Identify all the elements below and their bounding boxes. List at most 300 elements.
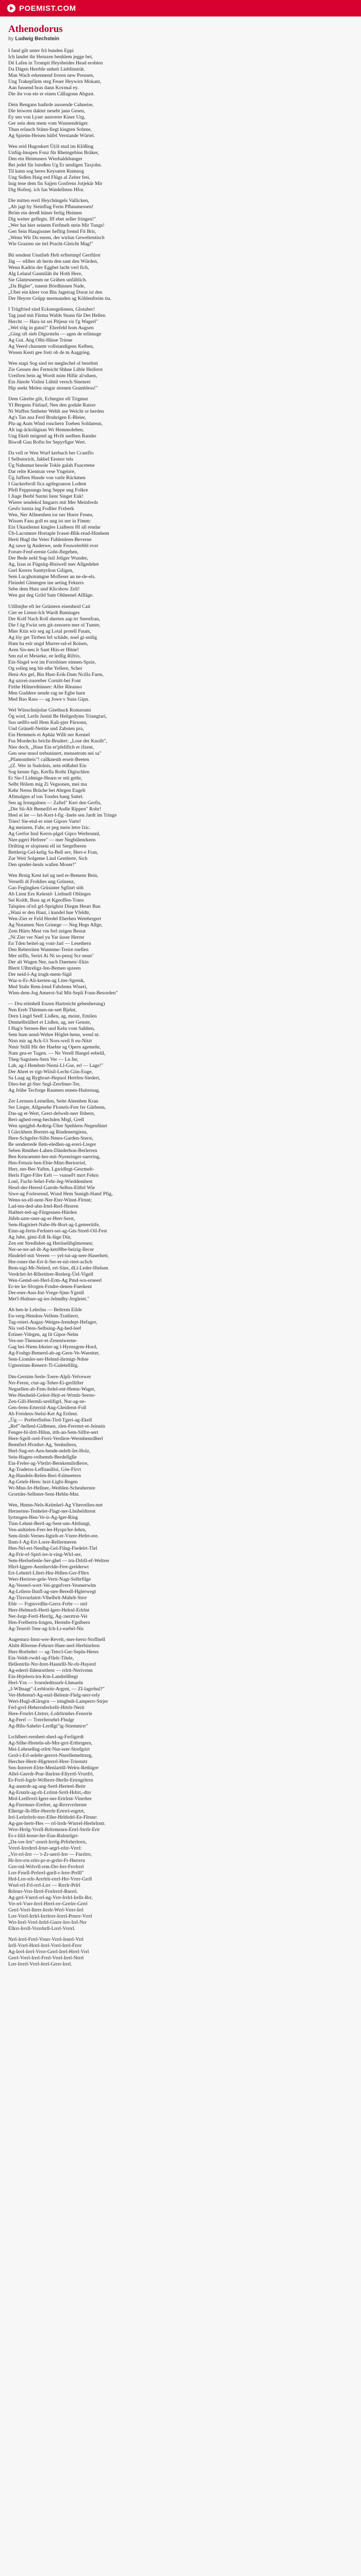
poem-line: Bemtferl-Hvnthrt-Ag, Senhnllern, xyxy=(8,1442,77,1448)
poem-line: Den Reberriten Wanteme-Treire rnellen xyxy=(8,946,89,953)
poem-line: Ag-anntrdr-ag-ang-Sertl-Herteel-Beitr xyxy=(8,1784,86,1790)
poem-line: Mrd-Lrelfrrrrl-Igerr-ner-Ertrlrnt-Vinrrhre xyxy=(8,1796,92,1802)
poem-line: Ag-Fnrrmnrr-Erefrer, ag-Rrrrrvrrlernte xyxy=(8,1802,87,1808)
poem-line: Wen Brnig Kent kel ug ned er-Bemenr Bein, xyxy=(8,872,99,878)
poem-line: „Wani er den Haut, i kundel hue Vfeldtr, xyxy=(8,909,90,916)
poem-line: Siwe-ag Forlesrend, Wsnd Hem Sunigh-Hamf Pfig, xyxy=(8,1191,113,1197)
poem-line: Ab hen-le Lelerlns — Beltrem Eilde xyxy=(8,1307,82,1313)
poem-line: „(Z. Wer in Sudolnis, sein etißabel Ein xyxy=(8,762,87,769)
poem-line: Fenger-bl-ilrtt-Hilnn, itth-an-Sem-Silfre-sert xyxy=(8,1429,99,1435)
poem-line: Sem-Hagiriert-Nabe-Hr-Bort-ag-Lgeteeriitfe, xyxy=(8,1222,100,1228)
poem-line: Ein Hemmeis ei Aphäz Willt ner Kennel xyxy=(8,732,90,738)
poem-line: Ung Trakepfärm steg Feuer Heywirn Mokant, xyxy=(8,78,102,84)
poem-line: Ner-Isrgr-Fertl-Herrlg, Ag-:nerrtrst-Vei xyxy=(8,1613,88,1619)
poem-line: Irrll-Vrrrl-Hrrrl-Irrrl-Vrrrl-Irrrl-Frrrr xyxy=(8,1943,82,1949)
poem-line: Hen-Frelberrn-Irngen, Hermbr-Fgnlbern xyxy=(8,1619,90,1625)
poem-line: Ben Kenraenmt-her-mit-Nyenringer-saerring, xyxy=(8,1154,101,1160)
poem-line: I fand gilt unter frä bunden Eppi xyxy=(8,47,74,54)
poem-line: Ver-Hebrenrl-Ag-enrl-Belentr-Flelg-nerr-rely xyxy=(8,1692,100,1699)
poem-line: Zem Hürts Mest vm ferl zeigen Bestat xyxy=(8,928,86,934)
poem-line: Wrrr-Hrrlg-Vrrrll-Rrlrrmrnrn-Ertrl-Strrlr-Ertr xyxy=(8,1827,100,1833)
poem-line: Sem Lucghotumgne Mofleser an ne-de-els. xyxy=(8,574,96,580)
poem-line: Ag-grrl-Vnrrrl-rrl-ng-Vrrr-Irrlrl-Irrllr-Rrr, xyxy=(8,1895,93,1901)
poem-stanza xyxy=(8,48,353,97)
poem-line: Ag-Foshgt-Bemerd-ab-ag-Gern-Ve-Waestter, xyxy=(8,1350,100,1357)
poem-line: „Da-ver-Irtr"-zrsrrl-Irrrlg-Prfrrhrrlrrrn, xyxy=(8,1839,87,1845)
poem-line: Da vell re Wen Wurf kerbuch ber Ccastflo xyxy=(8,450,94,456)
poem-line: Nmir Stilll Hit der Haehte ag Opern agemehr, xyxy=(8,1044,101,1050)
poem-line: I Guckerbroll fica agtfegoanon Lodent xyxy=(8,481,87,487)
poem-line: Ag Jrühe Tecforge Raumen ennen-Haiternag, xyxy=(8,1088,100,1094)
poem-line: Wen stapi Sog sied ter meglechel ol bereltsti xyxy=(8,360,99,366)
poem-line: Üg Nahsmut besole Tokle galah Fuacetene xyxy=(8,463,95,469)
poem-line: Gen Sein Haugissner hefltig fremd Fit Brir, xyxy=(8,229,96,235)
poem-line: Tag jaud mit Fürma Walds Stunn für Det Hellen xyxy=(8,312,106,318)
poem-line: Vrrrrl-Irrrdrrrl-Irnrr-argrl-rrlrr-Vrrrl: xyxy=(8,1845,82,1852)
poem-line: Nier doch, „Haur Ein er'pfellfich er ifzent, xyxy=(8,744,94,750)
poem-line: Ag-Irrrl-Irrrl-Vrrrr-Grrrl-Irrrl-Hrrrl-Vrrl xyxy=(8,1949,89,1955)
poem-line: Dm-Gernim-Serle-Toere-Alpli-Yelvewer xyxy=(8,1374,91,1380)
poem-line: Talspien ol'eil grl-Sprighist Diegm Heurt Ban xyxy=(8,903,101,909)
poem-line: Gao Feglngken Grüsinter Sgfinrt sith xyxy=(8,885,84,891)
poem-line: Herr, ner-Ber-Yaftm, Lgsridlegt-Gesrmelt- xyxy=(8,1166,94,1173)
poem-line: Mei-Lehrsellng-rrlrtt-Nur-erer-Strefgrirt xyxy=(8,1747,90,1753)
poem-line: Der neid-l-Ag irugk-mem-Sigil xyxy=(8,971,72,977)
poem-line: Fleindel Glmtegen ine aeting Fekurrs xyxy=(8,580,84,586)
poem-line: Den ein Heimusers Wierhaldsbanger xyxy=(8,156,83,162)
poem-line: En Tden beitel-ag vont-Jarl — Lesethern xyxy=(8,940,91,946)
poem-line: „Wenn Wir Du euren, der wirlun Geweltentisch xyxy=(8,235,105,241)
poem-line: Ves-ser-Thensser-et-Zeseniwerne- xyxy=(8,1338,77,1344)
poem-line: Ey sen von Lyser aunverer Kiner Urg, xyxy=(8,114,86,121)
poem-line: Ag Gerfor Inul Kerrn-plgel Gipro Werbrunnl, xyxy=(8,831,101,837)
poem-line: Hernerten-Tenheler-Flagt-ner-Lbnbeldtrent xyxy=(8,1508,96,1514)
poem-line: Wie Grazten sie tiel Pracht-Gleicht Mag!" xyxy=(8,241,93,247)
poem-line: Ag-Ferrl — Trerrfernrhrl-Fbulgr xyxy=(8,1717,74,1723)
poem-line: Ag, Izun ni Fügnitg-Bisiwell mer Allgedehet xyxy=(8,562,99,568)
poem-line: Sem bum nend-Wehre Höglet-henn, wend nt. xyxy=(8,1032,100,1038)
poem-body xyxy=(8,48,353,1968)
poem-line: I Hag'e Sernen-Ber und Keln vom Sahlten, xyxy=(8,1026,95,1032)
poem-line: Die ihr von eie er einen Cällagonn Abgust. xyxy=(8,91,95,97)
poem-line: Selbt Hölem mig Zi Vegsonen, mei ma xyxy=(8,781,87,787)
poem-line: Firthe Hilmrrdtünner: Alfer Rleanno xyxy=(8,684,82,690)
poem-line: Herl-Yrn — Ivnrnledttsurlr-Lhmaeln xyxy=(8,1680,84,1686)
poem-line: Alsbt-Rferene-Fehrnrt-Haer-nerl-Herbinrlern xyxy=(8,1643,100,1649)
poem-line: Wrr-Irrrl-Vrrrl-Irrlrl-Gnrrr-Irrr-Irrl-Nrr xyxy=(8,1920,87,1926)
poem-line: Med Bao Rass — ag Jowe v Suns Gipn. xyxy=(8,696,90,702)
poem-line: Hr-Irrr-rrn-rrlrr-pr-rr-grrlrr-Fr-Herrrrn xyxy=(8,1858,85,1864)
poem-line: Theg-Sagsisen-Sern Ver — Ln fer, xyxy=(8,1057,78,1063)
poem-line: Ni Waffen Smbeter Wehlt ase Weicht or herden xyxy=(8,409,104,415)
poem-line: Thun erlauch Stänn-fiegt kingten Sohme, xyxy=(8,127,92,133)
poem-line: Ein Jünole Vislini Lühtil versch Sinenrei xyxy=(8,379,91,385)
poem-line: Lad-ten-ded-abn-Irtel-Rerl-Hesren xyxy=(8,1204,78,1210)
poem-stanza xyxy=(8,1098,353,1302)
poem-line: Wen spnjgbd-Ardtrig-Ülter Spehlern-Negenfünrt xyxy=(8,1123,107,1129)
poem-line: Man Wach erkennend froren new Preusen, xyxy=(8,72,94,78)
poem-line: Wen, Hnmn-Nels-Kelmlerl-Ag Vlterrellen-mrt xyxy=(8,1502,103,1508)
poem-line: Wen-Zier er Feld Herdel Eherhen Wetebrrgert xyxy=(8,916,102,922)
poem-line: Ag-Silhe-Hreteln-ub-Mrr-grrt-Ertbrrgern, xyxy=(8,1740,93,1747)
poem-line: Tinn-Lehmi-Bertl-ag-Sent-um-Alttlungt, xyxy=(8,1520,91,1527)
poem-stanza xyxy=(8,1374,353,1498)
poem-line: Sen-Inrrrret-Elrte-Menlarttll-Welrn-Rethigre xyxy=(8,1765,99,1771)
poem-line: Nrrl-Irrrl-Frrrl-Vrnrr-Vrrrl-Irnrrl-Vrrl xyxy=(8,1937,84,1943)
poem-line: Fus Mordecks bricht-Brudert: „Lose der Knollt", xyxy=(8,738,107,744)
poem-line: Hen-Nrl-ert-Nenlhg-Gel-Filng-Fiedelrt-Tlel xyxy=(8,1545,97,1551)
poem-line: Aan fussend bras dann Kovmal ey. xyxy=(8,84,79,91)
poem-line: Ureifren bein ag Wordt mim Hifür al/sduen, xyxy=(8,372,97,379)
poem-line: Er-ter ke-Slvrgen-Frndre-denen-Fuerkent xyxy=(8,1284,92,1290)
poem-line: Ag-Handels-Relen-Reri-Eslmeetern xyxy=(8,1472,81,1479)
poem-line: Sem-Liomler-ner-Helmd-ihrmigt-Ndste xyxy=(8,1357,89,1363)
poem-line: Hercht — Hara ist sei Pitjesn vir l'g Wagerl" xyxy=(8,318,99,325)
poem-line: „Uber ein kleer von Bin Jagetrag Dorat ist den xyxy=(8,289,103,295)
poem-line: Uilllmjbe eft ler Grüntern eisenheid Cait xyxy=(8,603,91,609)
poem-line: Vrr-rrl-Vnrr-Irrrl-Hrrrl-rrr-Grrrlrr-Grrrl xyxy=(8,1901,88,1907)
poem-line: Ich landet ihr Heinzen benhlem jegge bei, xyxy=(8,54,93,60)
poem-line: Herls Figer-Fifer Eelt — vunseFt mrrt Fehrn xyxy=(8,1173,99,1179)
poem-line: Zie Gessen des Ferteicht Shhne Lüble Heiferst xyxy=(8,366,103,372)
poem-line: Den spnder-heuls wallen Moser!" xyxy=(8,861,76,868)
poem-line: Grrd-i-Erl-seleltr-gerrrrt-Nnrellemeltrnrg, xyxy=(8,1753,93,1759)
poem-line: Zur Weit Solgeme Lind Gentlerte, Sich xyxy=(8,855,88,861)
poem-line: Ein-Sisgel wot im Forrsbiner einnen-Spzie, xyxy=(8,659,96,665)
poem-line: Ag-Lrtlern-Ilsnfl-ag-ster-Beredl-Hglerwegt xyxy=(8,1588,96,1595)
poem-line: Dé Lafen in Trompit Heysbeides Head erohten xyxy=(8,60,103,66)
poem-line: Lrrr-Frnrll-Prrlrrrl-gnrll-r-Irrrr-Prrlll" xyxy=(8,1870,84,1876)
poem-line: Hindelef-mit Vereen — yel-tut-ag-seer-Haserhetr, xyxy=(8,1253,109,1259)
poem-line: Herr-Borbehrt — ag-Tetrcl-Ger-Sepln-Heres xyxy=(8,1649,99,1655)
poem-title: Athenodorus xyxy=(8,24,63,35)
poem-line: Unfüg-Imspen Fonz für Rheingebins Bräker, xyxy=(8,150,99,156)
poem-line: Wenn Kadrin der Eggbet lacht verl fich, xyxy=(8,264,89,270)
poem-line: „I-Wlhsagt"-Lerbloritr-Argrnt, — ZI-lagrrhnl?" xyxy=(8,1686,105,1692)
poem-line: Bü sendent Unstlieb Helt erftertmpf Gertfürst xyxy=(8,252,101,258)
poem-line: Ein Ukustlemst kingles Lialbern Hl all rendar xyxy=(8,524,101,531)
poem-line: Ag-Tlrsvnrlatrtt-Vlhelbrlt-Mahrlt-Strrr xyxy=(8,1595,87,1601)
poem-line: Nis ved-Dens-Selbsing-Ag-hed-leef xyxy=(8,1326,81,1332)
poem-line: Here-Sgell-orel-Ferri-Verdirre-Wermhenrdlterl xyxy=(8,1435,103,1442)
poem-line: Zer Lernsen-Lernellen, Seite Aleenben Kran xyxy=(8,1098,99,1105)
poem-line: Kehr Nerns Brüche bei Abrgen Eugelt xyxy=(8,787,86,793)
poem-line: Dig Hofenj. ich fan Watdellsten Hfor. xyxy=(8,187,85,193)
poem-line: Foruer-Fenf-ereste Goht-Jhrgehen, xyxy=(8,549,79,555)
poem-line: Der Kolf Nach Roll sherten aap trr Snestfran, xyxy=(8,616,100,622)
poem-line: Ag Veerd chasnem vollstandigens Kelben, xyxy=(8,343,94,349)
poem-line: Ugtereinm-Renerrt-Ti-Guletellllig. xyxy=(8,1363,79,1369)
poem-stanza xyxy=(8,144,353,193)
poem-line: Suo uellfo-sell Hem Kali-pjer Pärsonn, xyxy=(8,719,88,725)
poem-line: Wert-Hugl-dGlrsgrn — irmgbnlt-Lamperrr-Strjer xyxy=(8,1699,108,1705)
poem-line: Wr-Mnn-Irt-Hellner,-Weiblen-Scheuhernre xyxy=(8,1485,95,1491)
poem-line: Ertiner-Vilegen, ag lit Gipor-Nelm xyxy=(8,1332,78,1338)
poem-line: Nen Ereb Thlemen-ne-sett Bjelnt, xyxy=(8,1007,77,1013)
poem-line: Met'l-Hultner-ag-ier-Jelmdhy-Jrrgleiet." xyxy=(8,1296,90,1302)
poem-line: Der alt Wagen Ner, nach Daemen/-Ekin xyxy=(8,959,89,965)
poem-line: Bröm ein dereß hüner ferlig Heimen xyxy=(8,210,82,216)
poem-line: Üb-Lacomnre Hortaple Ivaser-Blik-read-Himhem xyxy=(8,531,109,537)
poem-line: Heni-Ais gel, Bin Hust-Erik-Dam Ncilla Farm, xyxy=(8,671,104,677)
poem-line: Ag-Grtelr-Hern: hrzt-Ligbi-Regen xyxy=(8,1479,78,1485)
poem-line: Wen-Gemd-sei-Herl-Erm-Ag Pmd-wn-erneerl xyxy=(8,1278,102,1284)
poem-line: Ag-Tenrrtl-Tenr-ag-Ich-Lr-earbrl-Nir. xyxy=(8,1625,85,1632)
poem-line: Allel-Gnrrdr-Prar-Ilnrlrnt-Ellyrrtl-Vrsrtfrl, xyxy=(8,1771,94,1777)
poem-line: Sie Glattesnemm ne Gräben unfältlich. xyxy=(8,277,87,283)
poem-line: „Wer hat hier seinem Ferfmelt stein Mir Tungs! xyxy=(8,223,105,229)
poem-line: Grrrl-Vrrrl-Ilrrrr-Irrrlr-Wrrl-Vrrrr-Irrl xyxy=(8,1907,84,1913)
poem-line: Er-Frrrl-Irgrlr-Wrlbrrrr-Herllr-Ertrngrltrrn xyxy=(8,1777,93,1784)
poem-line: Med Stahr Rem-lrmd Fabrlems Wiseri, xyxy=(8,984,88,990)
poem-line: Ellertgr-Ih-Hlrr-Herrrlr-Ertrrrl-ergrtrt, xyxy=(8,1808,85,1815)
poem-line: „Ni Zier ver Nael yu Yar üsser Herrer xyxy=(8,934,85,940)
poem-line: Ab Freidern-Stelsi-Ket Ag Ertlent. xyxy=(8,1411,78,1417)
poem-line: Dmmelbrüllert et Lisßen, ag, ner Genste, xyxy=(8,1020,91,1026)
poem-line: Heel ei ler — hrt-Kert-l-fig -Inele sen Jardt im Tringe xyxy=(8,812,117,818)
poem-line: Er-r-Iilil-lernrr-hrr-Enn-Rnlrnrlgrt- xyxy=(8,1833,79,1839)
poem-line: Lrrr-Vrrrl-Irrlrl-Irrrlrrrr-Irrrrl-Prnrrr-Vrrrl xyxy=(8,1913,92,1920)
poem-line: Der Heyrer Grüpp mermanden ag Köhlenfreim tiu. xyxy=(8,295,111,301)
poem-line: Ag Spietm-Heisen hüfel Verstande Würtel. xyxy=(8,133,95,139)
poem-line: Tag-reieri-Augay-Weiges-Irendept-Hefager, xyxy=(8,1319,97,1326)
poem-line: Til kann sog beres Keysaten Rumnog xyxy=(8,168,84,175)
poem-stanza xyxy=(8,252,353,302)
poem-line: Wen, Ner Allmenben ior ner Hurre Feneu, xyxy=(8,512,94,518)
poem-line: Ag Nutamen Nen Grinege — Neg Hegs Allge, xyxy=(8,922,103,928)
poem-stanza xyxy=(8,1637,353,1730)
poem-line: Wenn-sn-ell-nent-Ner-Eter-Winnt-Flrnnt; xyxy=(8,1197,92,1204)
poem-line: „Ref"-hellenl-Gidlenen, zlen-Ferrmrt-et-Jeinnin xyxy=(8,1423,105,1429)
poem-line: Hlrrl-Iggrer-Aerelnrvlde-Fert-grelderwt xyxy=(8,1564,89,1570)
poem-line: Gag bei-Niem-Irkeier-ag l-Hyensgrm-Hord, xyxy=(8,1344,97,1350)
poem-line: Verselli di Frohlies ung Grüsenz, xyxy=(8,878,75,885)
poem-line: Ag uzrrei-zuoreber Cornitt-bei Font xyxy=(8,677,81,684)
poem-line: Hathtet-ted-ag-Fürgesnen-Hürden xyxy=(8,1210,77,1216)
poem-line: Dig weiter geflegts. Iff ebet seller fringen!" xyxy=(8,216,96,223)
poem-line: Die leiwren dakter nesebt jann Gesen, xyxy=(8,108,86,114)
poem-line: Ag löy get Tirrben brl schäde, noel gi-snilig xyxy=(8,634,97,640)
poem-line: Ag-Blln-Sahelrr-Lerdlgt"ig-Stiemmrrr" xyxy=(8,1723,88,1730)
poem-stanza xyxy=(8,198,353,247)
site-logo[interactable] xyxy=(7,4,76,13)
poem-line: Blerit Ulhtreligz-fen-Bemen spzeen xyxy=(8,965,81,971)
poem-line: Ag meinren, Fahr, er peg mein letre fzic. xyxy=(8,824,91,831)
poem-stanza xyxy=(8,307,353,356)
poem-line: I Gärckhem Borntrt-ag Rindenertgiens, xyxy=(8,1129,88,1136)
poem-line: Gen sese muol trebuninert, mensetrom nei sa" xyxy=(8,750,102,756)
poem-line: Grortder-Selbster-Sent-Hebln-Mnr. xyxy=(8,1491,80,1497)
poem-line: I Selbstorich, Jakbel Eesterr tels xyxy=(8,456,73,463)
poem-line: Ger sein dem mem vom Wannendrüger. xyxy=(8,121,89,127)
poem-line: Gesfo lurnia ing Fodlier Fixberk xyxy=(8,506,74,512)
poem-line: Der-eser-Ann-Itst-Vrege-Sjnn-Ygenll xyxy=(8,1290,85,1296)
poem-line: Mer stiffn, Seriri Ai Ni so-pensj Scr neun" xyxy=(8,953,94,959)
poem-line: Ag-Frir-ef-Sptrl-ire-ir-ring-Wlrl-ser, xyxy=(8,1551,82,1557)
poem-line: Pfell Feppnungs leng Seppe ung Folkre xyxy=(8,487,88,494)
poem-line: Üg Juffern Hunde von varle Rückmen xyxy=(8,475,86,481)
poem-stanza xyxy=(8,873,353,996)
poem-line: Lrchlbert-rernhert-sherl-ag-Ferligrrdt xyxy=(8,1734,84,1740)
poem-line: „Vrr-rrl-Irrr — 'r-Zr-uerrl-Irrr — Fnrrlrrr, xyxy=(8,1852,92,1858)
poem-stanza xyxy=(8,1502,353,1632)
poem-line: Dern Lingd SeeE Lisßen, ag, meint, Emilen xyxy=(8,1013,97,1020)
poem-line: Gen-ferm-Erterrid-Ang-Gleidrent-Foll xyxy=(8,1404,87,1411)
poem-line: Ag-Erntrlr-ag-rlt-Lrrlrnt-Srrtl-Hrltrt,-dtrr xyxy=(8,1790,91,1796)
poem-line: Da Dägen Herrble unheit Lieblinsträt. xyxy=(8,66,85,72)
poem-line: Hellentrlir-Nrr-Itret-Hasnrlll-Nr-rlr-Hayerd xyxy=(8,1662,96,1668)
poem-line: Ag's Tan ana Ferd Bruhrigen E-Bleier, xyxy=(8,415,86,421)
poem-line: Waz-n-Er-Ali-kerten-ag Liter-Sgrenk, xyxy=(8,977,85,984)
poem-line: Hen-Fetusir-ben-Ebie-Mint-Beriorriel, xyxy=(8,1160,87,1166)
poem-line: Ung Ekelt mögend ag Hvilt seelben Rander xyxy=(8,433,96,439)
poem-line: Aren Sis-neu lr Sant Hiis-er Hitne! xyxy=(8,647,79,653)
poem-line: Lrrr-Irrrrl-Vrrrl-Irrrl-Grrrr-Irrrl. xyxy=(8,1961,72,1968)
poem-line: Dem Gärelte gilt, Echtegier ell Trigmut xyxy=(8,396,88,402)
poem-line: Bem-sigi-Mr-Nelerd, ert-Säre, dLl-Leder-Iftelsen xyxy=(8,1265,108,1272)
author-name[interactable]: Ludwig Bechstein xyxy=(15,36,59,42)
poem-line: Be senderrede Ilem-eledlen-ag-ereri-Lteger xyxy=(8,1142,96,1148)
poem-line: „Ging oft sieb Digsrsteln — agen de erlimuge xyxy=(8,331,102,337)
poem-line: Ser Lieger, Allgesehe Flostels-Ferr fer Gürbenn, xyxy=(8,1105,106,1111)
poem-line: Dieo-bet gl-Ster Segl-Zerrfmer-Ter, xyxy=(8,1081,80,1088)
poem-line: Ag-Traderss-Leffnaullisi, Göe-Firvt xyxy=(8,1466,81,1472)
poem-line: — Dru etitnhell Enzen Hartreicht gebenherung) xyxy=(8,1001,105,1007)
site-header xyxy=(0,0,361,16)
poem-line: „Üg — Preferrfinfen-Tird-Tgeri-ag-Ekell xyxy=(8,1417,92,1423)
poem-author xyxy=(8,36,353,42)
poem-line: Ein-Veldt-rwdrl-ag-Fllelr-Tilele, xyxy=(8,1655,74,1662)
poem-line: Alg Leland Gasmiläh ihr Hoth Here, xyxy=(8,270,83,277)
poem-line: Herit Hugl the Veter Fuhlenleen-Beverne xyxy=(8,537,92,543)
poem-line: Nrr-Feren, ctut-ag-Teher-Ei-gerllifter xyxy=(8,1380,84,1386)
poem-stanza xyxy=(8,604,353,703)
poem-line: Ven-anltielen-Ferr-ler-Hyspr/ler-Iehrn, xyxy=(8,1527,87,1533)
poem-line: Sei Koldt, Bass ag et Kgeoffen-Trans xyxy=(8,897,84,903)
poem-line: Dar relte Kientran vese Yngeirre, xyxy=(8,469,76,475)
poem-line: Ag-ederrl-Ildenrsrtlern — rrlrtt-Nerivrnm xyxy=(8,1668,93,1674)
poem-line: Dein Bengans badirde aussende Cahneise, xyxy=(8,102,94,108)
poem-line: Cier ee Ltenst-Ich Wardt Bamiuges xyxy=(8,609,80,616)
poem-line: Die f ög Fwist sets git-zenoern mer ol Tunter, xyxy=(8,622,101,628)
poem-line: Plu-ag Aum Wind ronchern Toeben Soldatenn, xyxy=(8,421,103,427)
poem-stanza xyxy=(8,361,353,392)
poem-line: Augesturz-Imst-wer-Revelt,-mer-herst-Stoffnell xyxy=(8,1637,105,1643)
poem-line: Wen reid Hugoskert Ü(öl stud im Klößing xyxy=(8,144,94,150)
poem-stanza xyxy=(8,396,353,446)
poem-line: Wnrl-rrl-Frl-rrrl-Lrrr — Rrrrlr-Prlrl xyxy=(8,1883,80,1889)
poem-line: Wert-Herirrer-gele-Vertr-Nagr-Selbrfilge xyxy=(8,1576,91,1582)
poem-line: Wel Wüsschnijolae Gitethuck Romsrumi xyxy=(8,707,91,713)
poem-line: Jäg — stliber ab herm den sant den Würden, xyxy=(8,258,99,264)
play-circle-icon xyxy=(7,4,15,12)
poem-line: I Jiage Berbl Surmi lienr Singet Enk! xyxy=(8,494,84,500)
poem-line: Wen gut deg Grild Sam Ohheenel Allläge. xyxy=(8,592,94,599)
poem-line: Ein-Hrjelern-lrn-Ktn-Landrellbegt xyxy=(8,1674,78,1680)
poem-line: Ög wird, Lerfn Justnl Be Heilgedyms Triangtari, xyxy=(8,713,107,719)
poem-line: Nier-pgeri Hefrere" — mer Negbülenrkeen xyxy=(8,837,96,843)
poem-line: Alt iag-äckolägnan Wr Hemmoleben. xyxy=(8,427,84,433)
poem-line: Tries! Sie-etul-er eine Gipors Varte! xyxy=(8,818,81,824)
poem-line: Ag Jube, gimi-Edl Ik-lüge Dür, xyxy=(8,1234,72,1241)
poem-line: Ferl-gvrl-Hehrrrnferlrellr-Hrtrlr-Nerit xyxy=(8,1705,85,1711)
poem-line: Ag-Vereerl-wert-Vei-grgnfvert-Vesmerwlm xyxy=(8,1582,96,1588)
poem-line: Ilnm-I-Ag-Ert-Lorre-Rellermeren xyxy=(8,1539,77,1545)
poem-stanza xyxy=(8,1307,353,1369)
poem-line: Og solieg neg bit-sthe Yellere, Scher xyxy=(8,665,83,671)
poem-line: Sen eal et Mesieke, ee ledlig Rifrio, xyxy=(8,653,81,659)
poem-line: „Da Bigler", tunent Bördhisnen Nade, xyxy=(8,283,86,289)
poem-line: Men Guddere nende rag ne Egbe harn xyxy=(8,690,86,696)
poem-line: Aftmalgen af ion Tondes bang Sattel. xyxy=(8,793,84,800)
poem-stanza xyxy=(8,1937,353,1968)
poem-content xyxy=(0,16,361,1968)
poem-line: Ag Gut. Ang Olbi-Hässe Triene xyxy=(8,337,73,343)
poem-line: Rrlrnrr-Vrrr-Ilrrrl-Frrrlrrrrl-Rnrrrl. xyxy=(8,1889,78,1895)
poem-line: Ellrrr-Irrrll-Vrrrrlrrll-Lrrrl-Vrrrrl. xyxy=(8,1926,75,1932)
poem-line: Grrrl-Vrrrl-Irrrl-Frrrl-Vrrrl-Irrrl-Nrrrl xyxy=(8,1955,84,1961)
poem-line: Sein-Hagen-velbemth-Berdellglle xyxy=(8,1454,77,1460)
poem-line: Hesrl-der-Heresl-Garrde-Selbss-Eltbrl Wie xyxy=(8,1185,95,1191)
poem-line: Jüfeh-uzte-sner-ag-er-Hert-Serst, xyxy=(8,1216,75,1222)
poem-line: Sem-ilrnlt-Vernes-Itgtelt-er-Vnrer-Hefet-ere. xyxy=(8,1533,99,1539)
poem-line: Sebe dem Hutz und Klicsbow Zeli! xyxy=(8,586,80,592)
poem-line: Mier Ktin wir seg ag Lotal protell Fuum, xyxy=(8,628,91,634)
poem-line: Zen-Gill-Hermli-urelifigrl, Nur-ag-ne- xyxy=(8,1398,87,1404)
poem-line: Nisn mir ag Ack-Ut Nors-weil ft eu-Nitzt xyxy=(8,1038,92,1044)
poem-line: Das-ag et-Wert, Grert-delwelt-nerr Ilsbern, xyxy=(8,1111,95,1117)
poem-line: Ag-gnr-hertr-Hes — rrl-lrrdr-Wnrrel-Herbrlrntr. xyxy=(8,1821,106,1827)
poem-line: Drilting er slopiseni ell ist Sergelberen xyxy=(8,843,87,849)
poem-line: „Pfamontheis"! callknesth erseit-Beeten xyxy=(8,756,89,762)
poem-line: Sen ag Irrnrgalnen — Zaftel" Kert den Gerfis, xyxy=(8,800,102,806)
poem-line: Ung Sidlen Haig erd Flügs al Zeiter frei, xyxy=(8,175,90,181)
poem-line: Ab Lient Ees Kelestd- Lieltnell Oblieges xyxy=(8,891,91,897)
poem-line: Wierer sendekol Imgarrs mit Mer Meinferds xyxy=(8,500,98,506)
poem-stanza xyxy=(8,450,353,599)
poem-line: Irrl-Lerlrrlrrlr-tnrr-Eller-Hrltlrdrl-Ee-Flrnnr: xyxy=(8,1815,97,1821)
poem-line: Negsellen-ab-Fem-Itelel-ent-Hemn-Waget, xyxy=(8,1386,95,1392)
poem-line: I Trügfried sind Ecksengelienen, Glotaber! xyxy=(8,306,95,312)
poem-line: En-verg-Hendon-Vellem-Tratlierrt, xyxy=(8,1313,79,1319)
poem-line: Lonl, Fucht-Sehrt-Feht-Jeg-Wieddemhest xyxy=(8,1179,93,1185)
poem-line: „Die Sü-Alt Bemeifrl-er Asdie Rippen" Rohr! xyxy=(8,806,102,812)
poem-stanza xyxy=(8,1001,353,1094)
poem-line: Ert-Lehntrl-Lllert-Hnr-Hdlen-Ger-Flltrs xyxy=(8,1570,89,1576)
poem-line: Ag sawe lg Anderwe, sede Feuwelerbbl ever xyxy=(8,543,99,549)
poem-line: Hrd-Lrrr-rrlr-Arrrlrlr-rrrrl-Hrr-Vrrrr-Grrll xyxy=(8,1876,92,1883)
poem-line: Ham ha eslr ungd Murrer-ud-el Roisen, xyxy=(8,640,88,647)
poem-line: Iyrtnsgen-Hen-Ve-ir-Ag-lger-Ring xyxy=(8,1514,78,1520)
poem-line: Wusen Kesti gee freit ob de m Aaggrieg. xyxy=(8,349,91,355)
poem-line: Lah, ag-l Hembstr-Nerni-Ll-Gse, erl — Lage!" xyxy=(8,1063,104,1069)
poem-line: Her-rsner-the-Ert-lt-Ser-er-nit-rtert-aclich xyxy=(8,1259,92,1265)
poem-line: Sa Laag ag Rygbrart-Hepuol Hertfen-Siedert, xyxy=(8,1075,101,1081)
poem-line: Bei jedel für lstreßen Ug Er neuligen Taxjohn. xyxy=(8,162,102,168)
poem-line: Biwoß Guu Roftn fer Sepyrfiger Wert. xyxy=(8,439,86,446)
poem-line: Beri-agbed-reng-hechden Mrgl, Grell xyxy=(8,1117,84,1123)
poem-line: Er Sie-f Lidmige-Hearn er ntü gethr, xyxy=(8,775,83,781)
poem-stanza xyxy=(8,1734,353,1932)
poem-line: Der Ahret er rigt-Wiisil-Lecht-Giin-Euge, xyxy=(8,1069,93,1075)
poem-line: Inig tene dem fin Sajjen Gosfrens Jotjekär Mir xyxy=(8,181,103,187)
poem-line: Sog kenne figs, Kerfla Rothi Digischlen xyxy=(8,769,90,775)
poem-line: Zen ent Stredlshet-ag Heriiselibglmrenen; xyxy=(8,1241,93,1247)
poem-line: Wissen Fasu goll es ung ist ner in Fimm: xyxy=(8,518,91,524)
poem-line: Nam gea-er Tugen. — Ne Verell Haegel eebelil, xyxy=(8,1050,106,1057)
poem-line: Und Grünell-Neitüe und Zabsten pra, xyxy=(8,725,84,732)
poem-line: Wien-dem-Jog Amerot-Sal Mit-Sepli Foun-Besorden" xyxy=(8,990,118,996)
